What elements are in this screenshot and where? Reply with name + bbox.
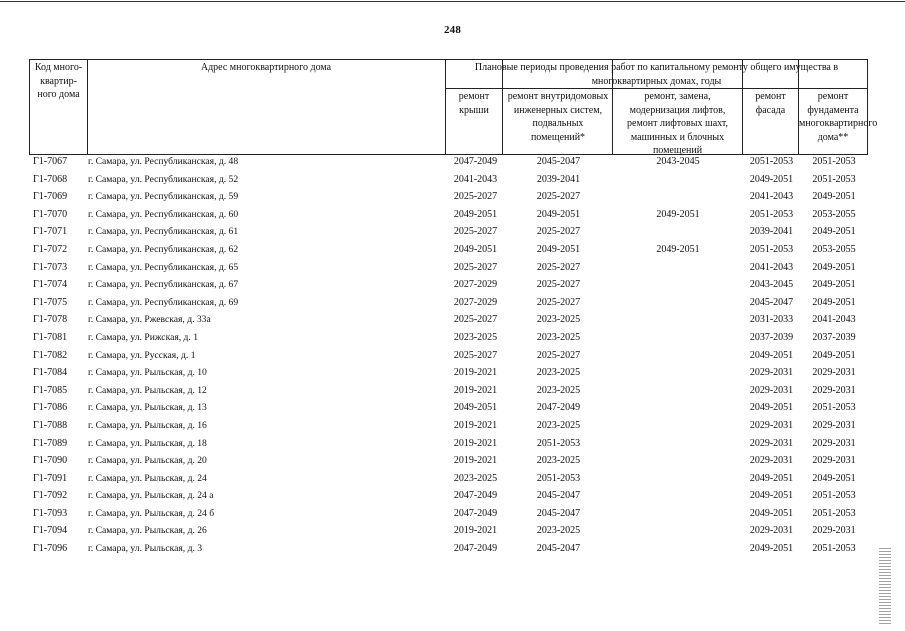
cell-roof: 2041-2043 (453, 173, 498, 185)
cell-foundation: 2053-2055 (812, 243, 856, 255)
cell-facade: 2049-2051 (749, 402, 794, 414)
header-border-left (29, 60, 30, 154)
cell-code: Г1-7084 (33, 367, 68, 379)
cell-foundation: 2051-2053 (812, 156, 856, 167)
cell-address: г. Самара, ул. Рижская, д. 1 (88, 331, 199, 343)
cell-internal: 2023-2025 (536, 314, 581, 326)
table-row (0, 453, 905, 471)
cell-internal: 2023-2025 (536, 384, 581, 396)
cell-code: Г1-7075 (33, 296, 68, 308)
cell-facade: 2029-2031 (749, 384, 794, 396)
cell-roof: 2047-2049 (453, 507, 498, 519)
cell-internal: 2025-2027 (536, 349, 581, 361)
cell-address: г. Самара, ул. Республиканская, д. 62 (88, 243, 239, 255)
header-periods: Плановые периоды проведения работ по капитальному ремонту общего имущества в многоквартирных домах, годы (474, 62, 839, 87)
cell-internal: 2025-2027 (536, 191, 581, 203)
table-row (0, 506, 905, 524)
cell-address: г. Самара, ул. Рыльская, д. 12 (88, 384, 207, 396)
cell-address: г. Самара, ул. Рыльская, д. 18 (88, 437, 207, 449)
cell-roof: 2019-2021 (453, 525, 498, 537)
header-address: Адрес многоквартирного дома (200, 62, 332, 73)
cell-facade: 2051-2053 (749, 156, 794, 167)
cell-roof: 2027-2029 (453, 279, 498, 291)
cell-facade: 2029-2031 (749, 437, 794, 449)
cell-address: г. Самара, ул. Рыльская, д. 24 б (88, 507, 215, 519)
cell-foundation: 2029-2031 (812, 367, 856, 379)
cell-internal: 2023-2025 (536, 455, 581, 467)
cell-code: Г1-7071 (33, 226, 68, 238)
cell-roof: 2047-2049 (453, 156, 498, 167)
table-row (0, 523, 905, 541)
cell-roof: 2019-2021 (453, 384, 498, 396)
cell-roof: 2027-2029 (453, 296, 498, 308)
cell-facade: 2037-2039 (749, 331, 794, 343)
cell-facade: 2051-2053 (749, 208, 794, 220)
cell-roof: 2025-2027 (453, 261, 498, 273)
table-row (0, 277, 905, 295)
cell-foundation: 2051-2053 (812, 490, 856, 502)
cell-foundation: 2049-2051 (812, 296, 856, 308)
cell-facade: 2039-2041 (749, 226, 794, 238)
table-row (0, 488, 905, 506)
cell-code: Г1-7074 (33, 279, 68, 291)
cell-roof: 2023-2025 (453, 472, 498, 484)
cell-roof: 2049-2051 (453, 243, 498, 255)
cell-roof: 2019-2021 (453, 455, 498, 467)
table-row (0, 348, 905, 366)
cell-address: г. Самара, ул. Русская, д. 1 (88, 349, 196, 361)
header-code: Код много- квартир- ного дома (34, 62, 83, 100)
cell-code: Г1-7088 (33, 419, 68, 431)
header-divider (87, 60, 88, 154)
table-row (0, 295, 905, 313)
cell-facade: 2041-2043 (749, 191, 794, 203)
cell-address: г. Самара, ул. Рыльская, д. 13 (88, 402, 207, 414)
cell-foundation: 2049-2051 (812, 226, 856, 238)
cell-foundation: 2041-2043 (812, 314, 856, 326)
cell-facade: 2049-2051 (749, 349, 794, 361)
cell-foundation: 2051-2053 (812, 507, 856, 519)
cell-facade: 2029-2031 (749, 419, 794, 431)
cell-internal: 2051-2053 (536, 437, 581, 449)
cell-foundation: 2029-2031 (812, 419, 856, 431)
cell-roof: 2047-2049 (453, 543, 498, 555)
cell-roof: 2025-2027 (453, 349, 498, 361)
header-lift: ремонт, замена, модернизация лифтов, ремонт лифтовых шахт, машинных и блочных помещений (627, 91, 728, 156)
cell-foundation: 2049-2051 (812, 472, 856, 484)
cell-internal: 2045-2047 (536, 507, 581, 519)
cell-foundation: 2049-2051 (812, 279, 856, 291)
cell-facade: 2041-2043 (749, 261, 794, 273)
cell-code: Г1-7090 (33, 455, 68, 467)
cell-internal: 2039-2041 (536, 173, 581, 185)
cell-code: Г1-7068 (33, 173, 68, 185)
cell-foundation: 2049-2051 (812, 349, 856, 361)
header-subdivider (445, 88, 868, 89)
table-row (0, 418, 905, 436)
cell-code: Г1-7089 (33, 437, 68, 449)
cell-facade: 2049-2051 (749, 507, 794, 519)
table-body (0, 154, 905, 559)
cell-internal: 2045-2047 (536, 156, 581, 167)
cell-foundation: 2051-2053 (812, 402, 856, 414)
cell-address: г. Самара, ул. Ржевская, д. 33а (88, 314, 211, 326)
cell-roof: 2023-2025 (453, 331, 498, 343)
cell-code: Г1-7092 (33, 490, 68, 502)
cell-roof: 2025-2027 (453, 314, 498, 326)
cell-address: г. Самара, ул. Республиканская, д. 48 (88, 156, 239, 167)
cell-code: Г1-7078 (33, 314, 68, 326)
cell-code: Г1-7094 (33, 525, 68, 537)
cell-facade: 2029-2031 (749, 455, 794, 467)
cell-internal: 2025-2027 (536, 226, 581, 238)
cell-internal: 2023-2025 (536, 331, 581, 343)
cell-internal: 2047-2049 (536, 402, 581, 414)
cell-lift: 2043-2045 (656, 156, 700, 167)
cell-facade: 2029-2031 (749, 525, 794, 537)
header-internal: ремонт внутридомовых инженерных систем, подвальных помещений* (507, 91, 609, 143)
cell-code: Г1-7073 (33, 261, 68, 273)
header-facade: ремонт фасада (755, 91, 786, 116)
cell-lift: 2049-2051 (656, 243, 700, 255)
cell-foundation: 2053-2055 (812, 208, 856, 220)
cell-internal: 2025-2027 (536, 296, 581, 308)
table-row (0, 224, 905, 242)
cell-code: Г1-7082 (33, 349, 68, 361)
cell-code: Г1-7072 (33, 243, 68, 255)
header-foundation: ремонт фундамента многоквартирного дома** (799, 91, 878, 143)
table-row (0, 312, 905, 330)
cell-roof: 2047-2049 (453, 490, 498, 502)
cell-foundation: 2029-2031 (812, 455, 856, 467)
table-row (0, 189, 905, 207)
cell-internal: 2023-2025 (536, 525, 581, 537)
cell-facade: 2049-2051 (749, 490, 794, 502)
cell-facade: 2049-2051 (749, 173, 794, 185)
cell-internal: 2049-2051 (536, 243, 581, 255)
cell-facade: 2043-2045 (749, 279, 794, 291)
cell-roof: 2019-2021 (453, 419, 498, 431)
table-row (0, 207, 905, 225)
cell-code: Г1-7081 (33, 331, 68, 343)
cell-code: Г1-7070 (33, 208, 68, 220)
cell-internal: 2045-2047 (536, 543, 581, 555)
top-rule (0, 1, 905, 2)
table-row (0, 154, 905, 172)
header-roof: ремонт крыши (458, 91, 490, 116)
cell-address: г. Самара, ул. Республиканская, д. 65 (88, 261, 239, 273)
cell-foundation: 2029-2031 (812, 384, 856, 396)
cell-foundation: 2049-2051 (812, 191, 856, 203)
cell-code: Г1-7069 (33, 191, 68, 203)
table-row (0, 471, 905, 489)
cell-address: г. Самара, ул. Республиканская, д. 59 (88, 191, 239, 203)
cell-internal: 2023-2025 (536, 367, 581, 379)
table-row (0, 541, 905, 559)
cell-lift: 2049-2051 (656, 208, 700, 220)
cell-internal: 2025-2027 (536, 279, 581, 291)
cell-roof: 2049-2051 (453, 402, 498, 414)
table-header (29, 59, 878, 156)
cell-address: г. Самара, ул. Рыльская, д. 3 (88, 543, 203, 555)
cell-foundation: 2029-2031 (812, 437, 856, 449)
cell-facade: 2045-2047 (749, 296, 794, 308)
cell-foundation: 2051-2053 (812, 173, 856, 185)
cell-code: Г1-7091 (33, 472, 68, 484)
cell-code: Г1-7086 (33, 402, 68, 414)
cell-address: г. Самара, ул. Республиканская, д. 52 (88, 173, 239, 185)
cell-roof: 2025-2027 (453, 226, 498, 238)
cell-foundation: 2051-2053 (812, 543, 856, 555)
cell-code: Г1-7085 (33, 384, 68, 396)
cell-address: г. Самара, ул. Республиканская, д. 60 (88, 208, 239, 220)
table-row (0, 436, 905, 454)
cell-roof: 2019-2021 (453, 367, 498, 379)
cell-internal: 2023-2025 (536, 419, 581, 431)
header-border-right (867, 60, 868, 154)
cell-address: г. Самара, ул. Республиканская, д. 61 (88, 226, 239, 238)
page-number: 248 (443, 24, 462, 36)
cell-address: г. Самара, ул. Республиканская, д. 67 (88, 279, 239, 291)
cell-facade: 2049-2051 (749, 472, 794, 484)
cell-facade: 2049-2051 (749, 543, 794, 555)
cell-address: г. Самара, ул. Рыльская, д. 24 (88, 472, 207, 484)
cell-roof: 2025-2027 (453, 191, 498, 203)
cell-internal: 2051-2053 (536, 472, 581, 484)
cell-foundation: 2037-2039 (812, 331, 856, 343)
cell-address: г. Самара, ул. Рыльская, д. 24 а (88, 490, 214, 502)
cell-code: Г1-7067 (33, 156, 68, 167)
cell-internal: 2045-2047 (536, 490, 581, 502)
cell-foundation: 2029-2031 (812, 525, 856, 537)
scan-speckle (879, 548, 891, 626)
cell-foundation: 2049-2051 (812, 261, 856, 273)
table-row (0, 365, 905, 383)
cell-roof: 2019-2021 (453, 437, 498, 449)
cell-facade: 2029-2031 (749, 367, 794, 379)
table-row (0, 242, 905, 260)
header-divider (445, 60, 446, 154)
table-row (0, 400, 905, 418)
cell-address: г. Самара, ул. Рыльская, д. 10 (88, 367, 207, 379)
table-row (0, 260, 905, 278)
cell-internal: 2025-2027 (536, 261, 581, 273)
table-row (0, 383, 905, 401)
cell-code: Г1-7093 (33, 507, 68, 519)
cell-address: г. Самара, ул. Республиканская, д. 69 (88, 296, 239, 308)
cell-code: Г1-7096 (33, 543, 68, 555)
cell-internal: 2049-2051 (536, 208, 581, 220)
cell-address: г. Самара, ул. Рыльская, д. 20 (88, 455, 207, 467)
cell-facade: 2051-2053 (749, 243, 794, 255)
cell-address: г. Самара, ул. Рыльская, д. 26 (88, 525, 207, 537)
table-row (0, 330, 905, 348)
cell-roof: 2049-2051 (453, 208, 498, 220)
cell-facade: 2031-2033 (749, 314, 794, 326)
table-row (0, 172, 905, 190)
cell-address: г. Самара, ул. Рыльская, д. 16 (88, 419, 207, 431)
